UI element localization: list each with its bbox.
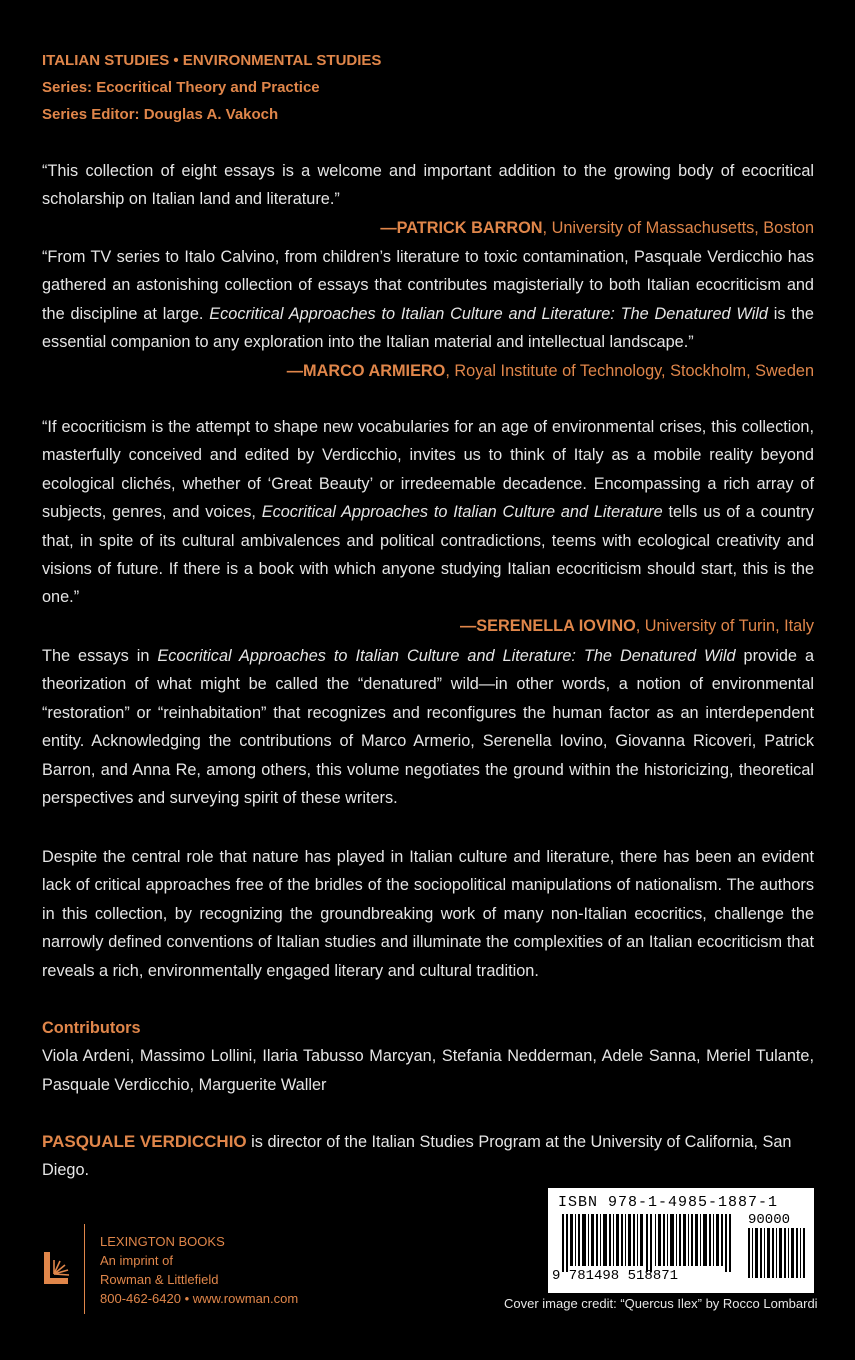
description-2: Despite the central role that nature has played in Italian culture and literature, there has been an evident lack of critical approaches free of the bridles of the sociopolitical manipulations of nationalism. The authors in this collection, by recognizing the groundbreaking work of many non-Italian ecocritics, challenge the narrowly defined conventions of Italian studies and illuminate the complexities of an Italian ecocriticism that reveals a rich, environmentally engaged literary and cultural tradition. (42, 848, 814, 980)
series-info (42, 47, 381, 128)
publisher-divider (84, 1224, 85, 1314)
addon-barcode-icon (748, 1228, 806, 1278)
blurb-2-text: “From TV series to Italo Calvino, from children’s literature to toxic contamination, Pasquale Verdicchio has gathered an astonishing collection of essays that contributes magisterially to both Italian ecocriticism and the discipline at large. Ecocritical Approaches to Italian Culture and Literature: The Denatured Wild is the essential companion to any exploration into the Italian material and intellectual landscape.” (42, 248, 814, 352)
blurb-3-text: “If ecocriticism is the attempt to shape new vocabularies for an age of environmental crises, this collection, masterfully conceived and edited by Verdicchio, invites us to think of Italy as a mobile reality beyond ecological clichés, whether of ‘Great Beauty’ or irredeemable decadence. Encompassing a rich array of subjects, genres, and voices, Ecocritical Approaches to Italian Culture and Literature tells us of a country that, in spite of its cultural ambivalences and political contradictions, teems with ecological creativity and visions of future. If there is a book with which anyone studying Italian ecocriticism should start, this is the one.” (42, 418, 814, 607)
contributors-heading: Contributors (42, 1019, 141, 1037)
blurb-2-attribution: —MARCO ARMIERO, Royal Institute of Technology, Stockholm, Sweden (286, 361, 814, 380)
blurb-2 (42, 243, 814, 385)
blurb-3-attribution: —SERENELLA IOVINO, University of Turin, Italy (459, 616, 814, 635)
barcode-digits: 9 781498 518871 (552, 1268, 679, 1284)
lexington-logo-icon (42, 1250, 72, 1286)
contributors (42, 1014, 814, 1099)
isbn-text: ISBN 978-1-4985-1887-1 (558, 1194, 779, 1211)
publisher-info: LEXINGTON BOOKS An imprint of Rowman & Littlefield 800-462-6420 • www.rowman.com (100, 1234, 299, 1306)
blurb-1-attribution: —PATRICK BARRON, University of Massachusetts, Boston (380, 218, 814, 237)
contributors-list: Viola Ardeni, Massimo Lollini, Ilaria Tabusso Marcyan, Stefania Nedderman, Adele Sanna, Meriel Tulante, Pasquale Verdicchio, Marguerite Waller (42, 1047, 814, 1094)
subject-line: ITALIAN STUDIES • ENVIRONMENTAL STUDIES (42, 52, 382, 69)
cover-image-credit: Cover image credit: “Quercus Ilex” by Rocco Lombardi (504, 1296, 818, 1311)
isbn-barcode (548, 1188, 814, 1293)
series-editor-line: Series Editor: Douglas A. Vakoch (42, 106, 279, 123)
blurb-1-text: “This collection of eight essays is a welcome and important addition to the growing body of ecocritical scholarship on Italian land and literature.” —PATRICK BARRON, University of Massachusetts, Boston (42, 157, 814, 214)
description-1: The essays in Ecocritical Approaches to Italian Culture and Literature: The Denatured Wild provide a theorization of what might be called the “denatured” wild—in other words, a notion of environmental “restoration” or “reinhabitation” that recognizes and reconfigures the human factor as an interdependent entity. Acknowledging the contributions of Marco Armerio, Serenella Iovino, Giovanna Ricoveri, Patrick Barron, and Anna Re, among others, this volume negotiates the ground within the historicizing, theoretical perspectives and surveying spirit of these writers. (42, 647, 814, 808)
blurb-1 (42, 157, 814, 242)
ean-barcode-icon (562, 1214, 737, 1272)
blurb-3 (42, 413, 814, 640)
editor-bio: PASQUALE VERDICCHIO is director of the Italian Studies Program at the University of California, San Diego. (42, 1132, 792, 1180)
series-line: Series: Ecocritical Theory and Practice (42, 79, 320, 96)
price-code: 90000 (748, 1212, 791, 1228)
